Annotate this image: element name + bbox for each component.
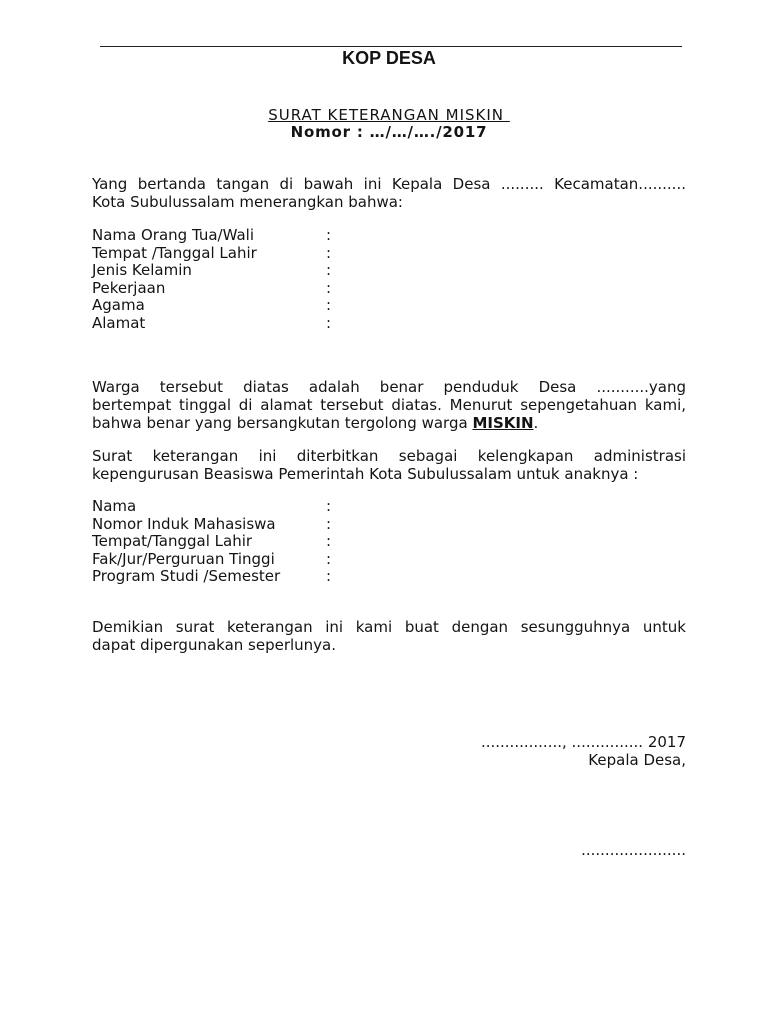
signature-role: Kepala Desa, <box>588 751 686 769</box>
document-title-text: SURAT KETERANGAN MISKIN <box>268 106 510 124</box>
closing-paragraph <box>92 619 686 655</box>
field-separator: : <box>326 226 332 244</box>
field-label: Nama <box>92 497 137 515</box>
field-label: Tempat /Tanggal Lahir <box>92 243 257 262</box>
field-label: Nomor Induk Mahasiswa <box>92 514 276 533</box>
opening-line: Kota Subulussalam menerangkan bahwa: <box>92 192 403 211</box>
letterhead-title: KOP DESA <box>342 48 436 68</box>
field-label: Nama Orang Tua/Wali <box>92 226 254 244</box>
poverty-emphasis: MISKIN <box>472 413 534 432</box>
field-row <box>92 551 686 569</box>
document-number: Nomor : …/…/…./2017 <box>290 123 488 141</box>
field-separator: : <box>326 567 332 586</box>
statement-paragraph <box>92 379 686 432</box>
statement-period: . <box>533 413 539 432</box>
field-row <box>92 245 686 263</box>
field-row <box>92 315 686 333</box>
field-row <box>92 280 686 298</box>
document-title <box>92 106 686 124</box>
parent-fields <box>92 227 686 333</box>
field-separator: : <box>326 243 332 262</box>
field-row <box>92 262 686 280</box>
field-label: Pekerjaan <box>92 278 166 297</box>
field-row <box>92 516 686 534</box>
field-label: Agama <box>92 296 145 315</box>
field-label: Fak/Jur/Perguruan Tinggi <box>92 549 275 568</box>
opening-line: Yang bertanda tangan di bawah ini Kepala Desa ......... Kecamatan.......... <box>92 175 686 193</box>
field-label: Tempat/Tanggal Lahir <box>92 532 253 551</box>
field-separator: : <box>326 549 332 568</box>
opening-paragraph <box>92 176 686 212</box>
field-separator: : <box>326 261 332 280</box>
field-separator: : <box>326 278 332 297</box>
field-label: Program Studi /Semester <box>92 567 281 586</box>
purpose-line: kepengurusan Beasiswa Pemerintah Kota Subulussalam untuk anaknya : <box>92 464 639 483</box>
field-row <box>92 227 686 245</box>
student-fields <box>92 498 686 586</box>
field-label: Jenis Kelamin <box>92 261 192 280</box>
field-separator: : <box>326 313 332 332</box>
statement-line <box>92 415 686 433</box>
field-separator: : <box>326 532 332 551</box>
field-row <box>92 568 686 586</box>
closing-line: dapat dipergunakan seperlunya. <box>92 635 337 654</box>
field-separator: : <box>326 514 332 533</box>
statement-line: bertempat tinggal di alamat tersebut diatas. Menurut sepengetahuan kami, <box>92 395 686 414</box>
signature-name-line: ...................... <box>581 841 686 859</box>
field-row <box>92 498 686 516</box>
statement-text: bahwa benar yang bersangkutan tergolong warga <box>92 413 473 432</box>
field-label: Alamat <box>92 313 146 332</box>
field-row <box>92 533 686 551</box>
field-separator: : <box>326 296 332 315</box>
purpose-line: Surat keterangan ini diterbitkan sebagai kelengkapan administrasi <box>92 447 686 465</box>
field-row <box>92 297 686 315</box>
purpose-paragraph <box>92 448 686 484</box>
signature-date: ................., ............... 2017 <box>480 733 686 751</box>
closing-line: Demikian surat keterangan ini kami buat dengan sesungguhnya untuk <box>92 618 686 636</box>
statement-line: Warga tersebut diatas adalah benar penduduk Desa ...........yang <box>92 378 686 396</box>
field-separator: : <box>326 497 332 515</box>
